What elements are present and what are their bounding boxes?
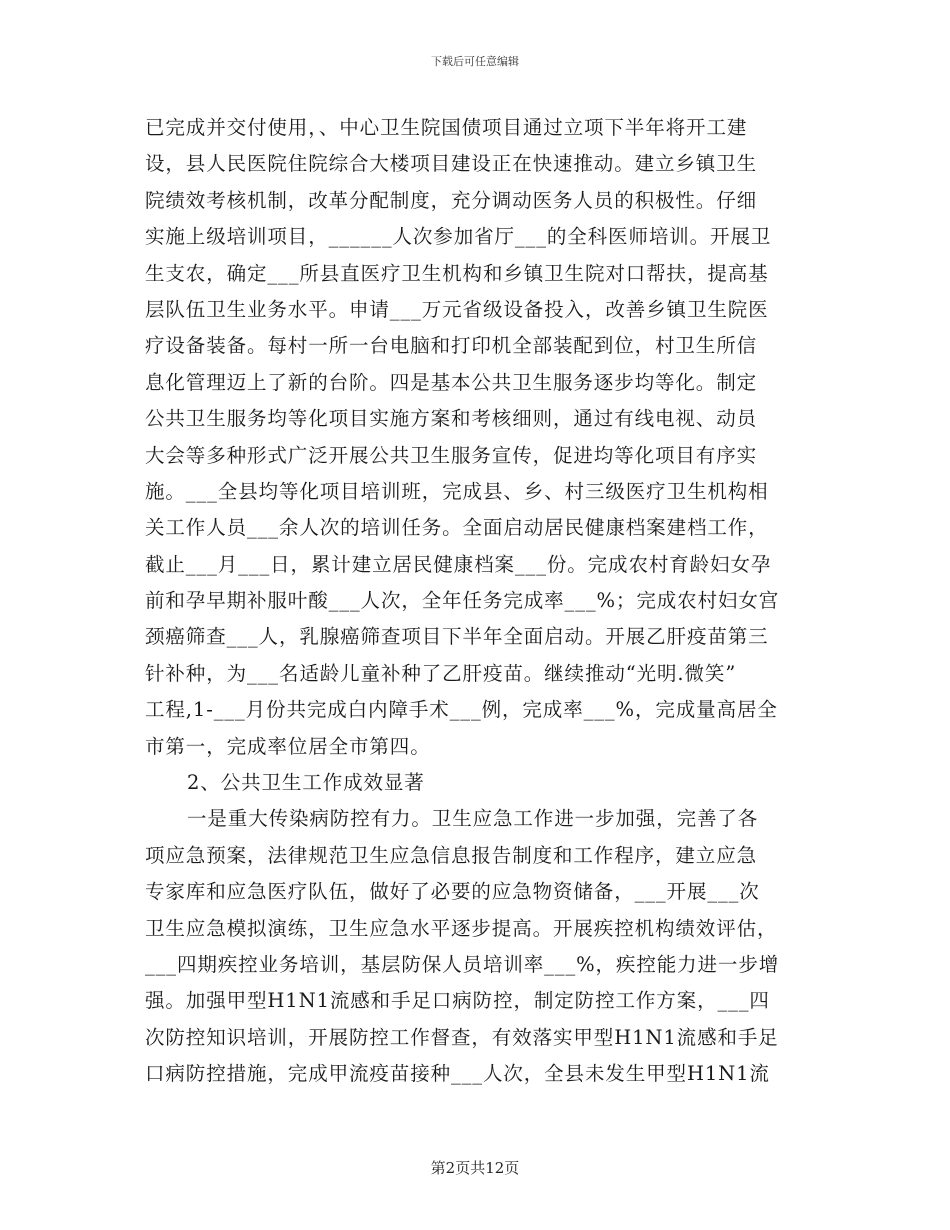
text-line: 项应急预案，法律规范卫生应急信息报告制度和工作程序，建立应急	[145, 843, 758, 867]
text-line: 设，县人民医院住院综合大楼项目建设正在快速推动。建立乡镇卫生	[145, 152, 758, 176]
text-line: ___四期疾控业务培训，基层防保人员培训率___%，疾控能力进一步增	[145, 952, 780, 976]
text-line: 工程,1-___月份共完成白内障手术___例，完成率___%，完成量高居全	[145, 698, 778, 722]
page-footer: 第2页共12页	[430, 1159, 520, 1177]
text-line: 卫生应急模拟演练，卫生应急水平逐步提高。开展疾控机构绩效评估，	[145, 916, 778, 940]
text-line: 2、公共卫生工作成效显著	[187, 771, 425, 795]
text-line: 施。___全县均等化项目培训班，完成县、乡、村三级医疗卫生机构相	[145, 479, 769, 503]
text-line: 截止___月___日，累计建立居民健康档案___份。完成农村育龄妇女孕	[145, 552, 772, 576]
text-line: 生支农，确定___所县直医疗卫生机构和乡镇卫生院对口帮扶，提高基	[145, 261, 769, 285]
text-line: 强。加强甲型H1N1流感和手足口病防控，制定防控工作方案，___四	[145, 989, 770, 1013]
text-line: 次防控知识培训，开展防控工作督查，有效落实甲型H1N1流感和手足	[145, 1025, 779, 1049]
text-line: 疗设备装备。每村一所一台电脑和打印机全部装配到位，村卫生所信	[145, 334, 758, 358]
text-line: 层队伍卫生业务水平。申请___万元省级设备投入，改善乡镇卫生院医	[145, 297, 769, 321]
text-line: 专家库和应急医疗队伍，做好了必要的应急物资储备，___开展___次	[145, 880, 760, 904]
text-line: 公共卫生服务均等化项目实施方案和考核细则，通过有线电视、动员	[145, 407, 758, 431]
text-line: 前和孕早期补服叶酸___人次，全年任务完成率___%；完成农村妇女宫	[145, 589, 780, 613]
text-line: 关工作人员___余人次的培训任务。全面启动居民健康档案建档工作，	[145, 516, 769, 540]
text-line: 颈癌筛查___人，乳腺癌筛查项目下半年全面启动。开展乙肝疫苗第三	[145, 625, 769, 649]
text-line: 市第一，完成率位居全市第四。	[145, 734, 431, 758]
text-line: 针补种，为___名适龄儿童补种了乙肝疫苗。继续推动“光明.微笑”	[145, 661, 737, 685]
page-header: 下载后可任意编辑	[431, 55, 519, 68]
text-line: 大会等多种形式广泛开展公共卫生服务宣传，促进均等化项目有序实	[145, 443, 758, 467]
text-line: 口病防控措施，完成甲流疫苗接种___人次，全县未发生甲型H1N1流	[145, 1062, 770, 1086]
text-line: 已完成并交付使用，、中心卫生院国债项目通过立项下半年将开工建	[145, 116, 748, 139]
text-line: 院绩效考核机制，改革分配制度，充分调动医务人员的积极性。仔细	[145, 188, 758, 212]
document-body	[145, 110, 803, 1093]
text-line: 一是重大传染病防控有力。卫生应急工作进一步加强，完善了各	[187, 807, 759, 831]
text-line: 实施上级培训项目，______人次参加省厅___的全科医师培训。开展卫	[145, 225, 772, 249]
text-line: 息化管理迈上了新的台阶。四是基本公共卫生服务逐步均等化。制定	[145, 370, 758, 394]
